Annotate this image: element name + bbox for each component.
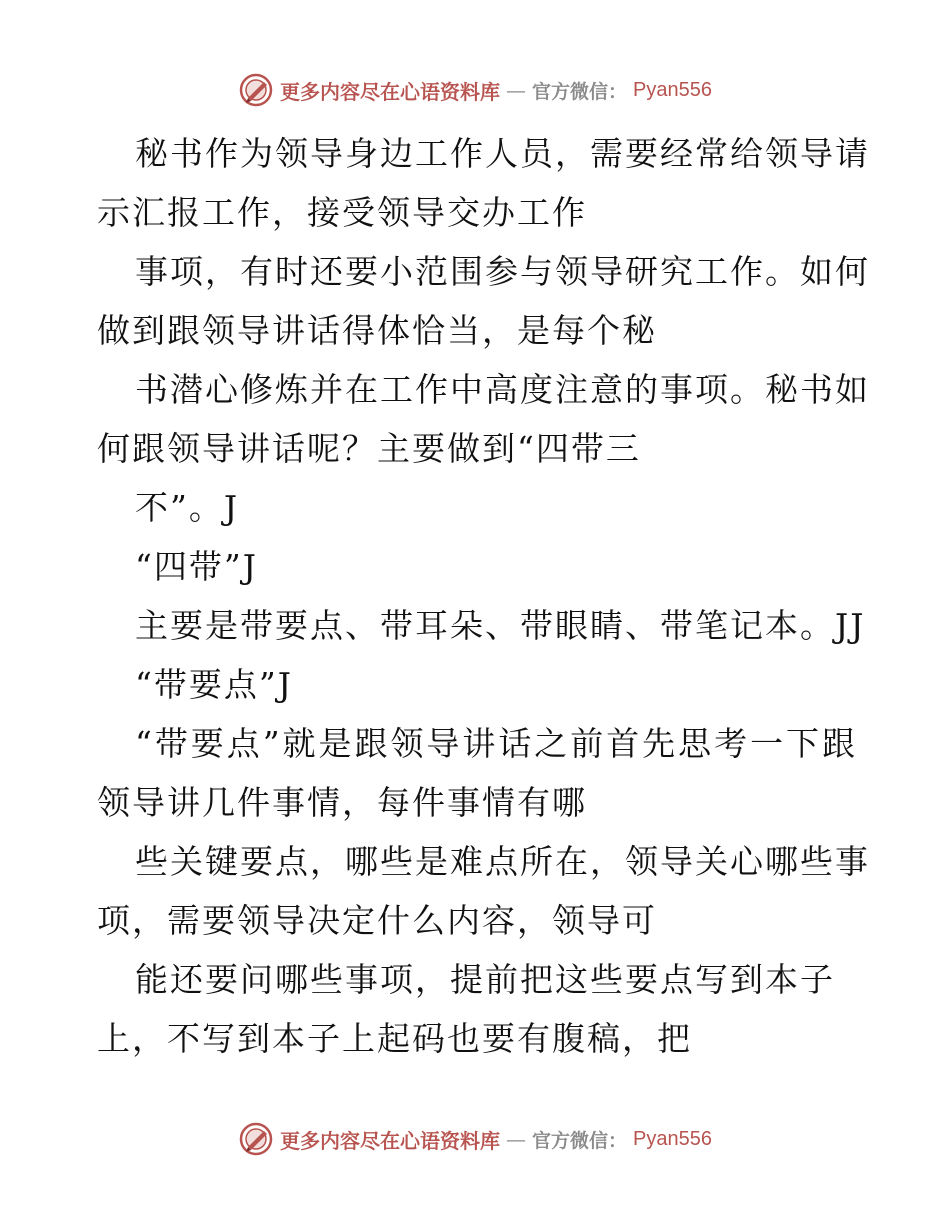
text-line: 能还要问哪些事项，提前把这些要点写到本子 bbox=[135, 960, 835, 999]
brand-name: 更多内容尽在心语资料库 bbox=[280, 1128, 500, 1153]
text-line: “四带”J bbox=[135, 547, 258, 586]
banner-separator: — bbox=[506, 1127, 526, 1151]
header-banner bbox=[0, 70, 950, 110]
text-line: 上，不写到本子上起码也要有腹稿，把 bbox=[97, 1019, 692, 1058]
banner-separator: — bbox=[506, 78, 526, 102]
pen-logo-icon bbox=[238, 72, 274, 108]
text-line: “带要点”就是跟领导讲话之前首先思考一下跟 bbox=[135, 724, 857, 763]
document-body bbox=[97, 124, 870, 1068]
footer-banner bbox=[0, 1119, 950, 1159]
wechat-label: 官方微信： bbox=[532, 1129, 628, 1152]
text-line: 何跟领导讲话呢？主要做到“四带三 bbox=[97, 429, 641, 468]
text-line: 示汇报工作，接受领导交办工作 bbox=[97, 193, 587, 232]
text-line: 做到跟领导讲话得体恰当，是每个秘 bbox=[97, 311, 657, 350]
brand-name: 更多内容尽在心语资料库 bbox=[280, 79, 500, 104]
text-line: 事项，有时还要小范围参与领导研究工作。如何 bbox=[135, 252, 870, 291]
text-line: 领导讲几件事情，每件事情有哪 bbox=[97, 783, 587, 822]
text-line: 主要是带要点、带耳朵、带眼睛、带笔记本。JJ bbox=[135, 606, 866, 645]
wechat-id: Pyan556 bbox=[633, 78, 712, 101]
text-line: 书潜心修炼并在工作中高度注意的事项。秘书如 bbox=[135, 370, 870, 409]
text-line: 秘书作为领导身边工作人员，需要经常给领导请 bbox=[135, 134, 870, 173]
text-line: 些关键要点，哪些是难点所在，领导关心哪些事 bbox=[135, 842, 870, 881]
wechat-id: Pyan556 bbox=[633, 1127, 712, 1150]
text-line: “带要点”J bbox=[135, 665, 293, 704]
text-line: 项，需要领导决定什么内容，领导可 bbox=[97, 901, 657, 940]
pen-logo-icon bbox=[238, 1121, 274, 1157]
wechat-label: 官方微信： bbox=[532, 80, 628, 103]
text-line: 不”。J bbox=[135, 488, 240, 527]
